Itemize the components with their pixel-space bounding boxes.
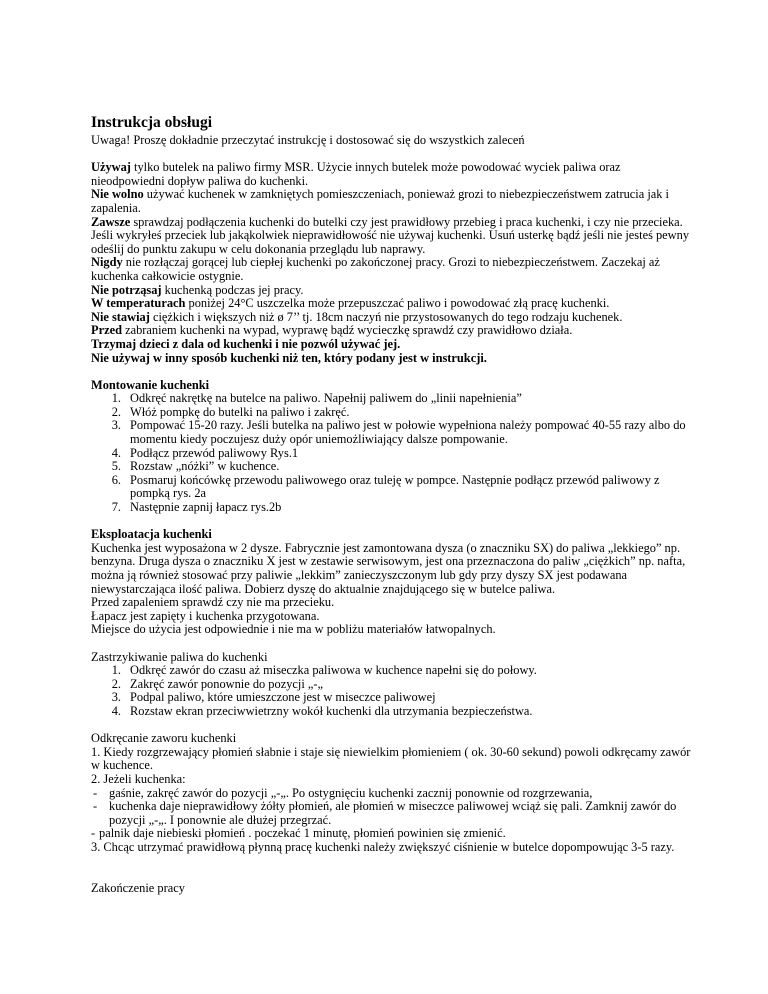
- list-item: 4. Podłącz przewód paliwowy Rys.1: [111, 445, 299, 460]
- list-item: 6. Posmaruj końcówkę przewodu paliwowego oraz tuleję w pompce. Następnie podłącz przewód paliwowy z pompką rys. 2a: [111, 472, 660, 501]
- operation-section: [91, 528, 691, 637]
- list-item: 4. Rozstaw ekran przeciwwietrzny wokół kuchenki dla utrzymania bezpieczeństwa.: [111, 703, 533, 718]
- warning-item: Nie stawiaj ciężkich i większych niż ø 7’’ tj. 18cm naczyń nie przystosowanych do tego rodzaju kuchenek.: [91, 309, 623, 324]
- valve-section: [91, 732, 691, 854]
- list-item: 5. Rozstaw „nóżki” w kuchence.: [111, 459, 280, 474]
- assembly-section: [91, 379, 691, 515]
- section-heading: Odkręcanie zaworu kuchenki: [91, 731, 237, 746]
- warning-item: Używaj tylko butelek na paliwo firmy MSR. Użycie innych butelek może powodować wyciek paliwa oraz nieodpowiedni dopływ paliwa do kuchenki.: [91, 160, 621, 188]
- section-heading: Zakończenie pracy: [91, 880, 185, 895]
- dash-item: - kuchenka daje nieprawidłowy żółty płomień, ale płomień w miseczce paliwowej wciąż się pali. Zamknij zawór do pozycji „-„. I ponownie ale dłużej przegrzać.: [93, 799, 677, 827]
- section-heading: Montowanie kuchenki: [91, 377, 210, 392]
- warning-item: Nie potrząsaj kuchenką podczas jej pracy.: [91, 282, 304, 297]
- list-item: 1. Odkręć zawór do czasu aż miseczka paliwowa w kuchence napełni się do połowy.: [111, 663, 537, 678]
- warning-item: Zawsze sprawdzaj podłączenia kuchenki do butelki czy jest prawidłowy przebieg i praca kuchenki, i czy nie przecieka. Jeśli wykryłeś przeciek lub jakąkolwiek nieprawidłowość nie używaj kuchenki. Usuń usterkę bądź jeśli nie jesteś pewny odeślij do punktu zakupu w celu dokonania przeglądu lub naprawy.: [91, 214, 690, 256]
- section-heading: Zastrzykiwanie paliwa do kuchenki: [91, 649, 268, 664]
- document-page: [91, 114, 691, 895]
- list-item: 3. Podpal paliwo, które umieszczone jest w miseczce paliwowej: [111, 690, 436, 705]
- assembly-steps: [91, 392, 691, 514]
- warning-item: Nigdy nie rozłączaj gorącej lub ciepłej kuchenki po zakończonej pracy. Grozi to niebezpieczeństwem. Zaczekaj aż kuchenka całkowicie ostygnie.: [91, 255, 660, 283]
- paragraph: Miejsce do użycia jest odpowiednie i nie ma w pobliżu materiałów łatwopalnych.: [91, 622, 496, 637]
- warning-item: W temperaturach poniżej 24°C uszczelka może przepuszczać paliwo i powodować złą pracę kuchenki.: [91, 296, 610, 311]
- priming-section: [91, 651, 691, 719]
- list-item: 2. Włóż pompkę do butelki na paliwo i zakręć.: [111, 404, 350, 419]
- paragraph: Przed zapaleniem sprawdź czy nie ma przecieku.: [91, 595, 335, 610]
- warning-item: Przed zabraniem kuchenki na wypad, wyprawę bądź wycieczkę sprawdź czy prawidłowo działa.: [91, 323, 573, 338]
- list-item: 1. Odkręć nakrętkę na butelce na paliwo. Napełnij paliwem do „linii napełnienia”: [111, 391, 522, 406]
- list-item: 3. Pompować 15-20 razy. Jeśli butelka na paliwo jest w połowie wypełniona należy pompować 40-55 razy albo do momentu kiedy poczujesz duży opór uniemożliwiający dalsze pompowanie.: [111, 418, 686, 447]
- paragraph: Kuchenka jest wyposażona w 2 dysze. Fabrycznie jest zamontowana dysza (o znaczniku SX) do paliwa „lekkiego” np. benzyna. Druga dysza o znaczniku X jest w zestawie serwisowym, jest ona przeznaczona do paliw „ciężkich” np. nafta, można ją również stosować przy paliwie „lekkim” zanieczyszczonym lub gdy przy dyszy SX jest podawana niewystarczająca ilość paliwa. Dobierz dyszę do aktualnie znajdującego się w butelce paliwa.: [91, 540, 686, 596]
- section-heading: Eksploatacja kuchenki: [91, 527, 212, 542]
- paragraph: Łapacz jest zapięty i kuchenka przygotowana.: [91, 608, 320, 623]
- page-title: Instrukcja obsługi: [91, 114, 213, 131]
- list-item: 2. Zakręć zawór ponownie do pozycji „-„: [111, 676, 323, 691]
- subtitle: Uwaga! Proszę dokładnie przeczytać instrukcję i dostosować się do wszystkich zaleceń: [91, 133, 525, 147]
- paragraph: 2. Jeżeli kuchenka:: [91, 771, 186, 786]
- warning-item: Trzymaj dzieci z dala od kuchenki i nie pozwól używać jej.: [91, 336, 401, 351]
- warning-item: Nie wolno używać kuchenek w zamkniętych pomieszczeniach, ponieważ grozi to niebezpieczeństwem zatrucia jak i zapalenia.: [91, 187, 669, 215]
- list-item: 7. Następnie zapnij łapacz rys.2b: [111, 500, 282, 515]
- priming-steps: [91, 664, 691, 718]
- warning-item: Nie używaj w inny sposób kuchenki niż ten, który podany jest w instrukcji.: [91, 350, 487, 365]
- paragraph: 3. Chcąc utrzymać prawidłową płynną pracę kuchenki należy zwiększyć ciśnienie w butelce dopompowując 3-5 razy.: [91, 839, 675, 854]
- dash-item: - palnik daje niebieski płomień . poczekać 1 minutę, płomień powinien się zmienić.: [91, 826, 506, 841]
- dash-item: - gaśnie, zakręć zawór do pozycji „-„. Po ostygnięciu kuchenki zacznij ponownie od rozgrzewania,: [93, 785, 593, 800]
- paragraph: 1. Kiedy rozgrzewający płomień słabnie i staje się niewielkim płomieniem ( ok. 30-60 sekund) powoli odkręcamy zawór w kuchence.: [91, 744, 691, 773]
- warnings-section: [91, 161, 691, 365]
